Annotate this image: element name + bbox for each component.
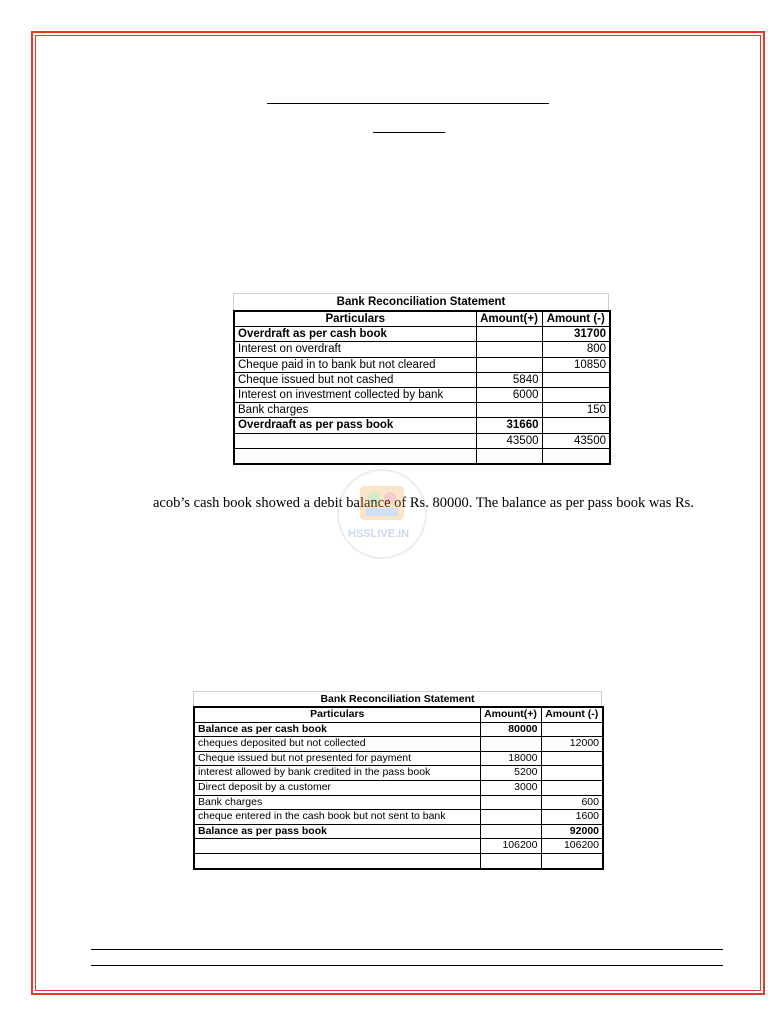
- table-row: [234, 433, 610, 448]
- amount-plus-cell: [480, 853, 541, 868]
- amount-plus-cell: [480, 795, 541, 810]
- table-row: [234, 403, 610, 418]
- table-row: [194, 737, 603, 752]
- amount-minus-cell: 92000: [541, 824, 603, 839]
- amount-plus-cell: [476, 448, 542, 464]
- table-row: [194, 751, 603, 766]
- particulars-cell: [234, 448, 476, 464]
- watermark-text: HSSLIVE.IN: [348, 528, 410, 540]
- header-amount-plus: Amount(+): [476, 311, 542, 327]
- table-row: [234, 448, 610, 464]
- particulars-cell: Bank charges: [194, 795, 480, 810]
- amount-plus-cell: [476, 357, 542, 372]
- particulars-cell: [194, 853, 480, 868]
- table-row: [234, 327, 610, 342]
- table-row: [194, 795, 603, 810]
- amount-plus-cell: 43500: [476, 433, 542, 448]
- amount-minus-cell: 106200: [541, 839, 603, 854]
- amount-minus-cell: [541, 780, 603, 795]
- amount-plus-cell: 106200: [480, 839, 541, 854]
- amount-minus-cell: 12000: [541, 737, 603, 752]
- particulars-cell: Balance as per cash book: [194, 722, 480, 737]
- table-row: [194, 853, 603, 868]
- particulars-cell: Cheque paid in to bank but not cleared: [234, 357, 476, 372]
- particulars-cell: Bank charges: [234, 403, 476, 418]
- table2-caption: Bank Reconciliation Statement: [193, 691, 602, 706]
- header-amount-minus: Amount (-): [541, 707, 603, 722]
- amount-minus-cell: [541, 766, 603, 781]
- particulars-cell: Balance as per pass book: [194, 824, 480, 839]
- amount-plus-cell: [480, 824, 541, 839]
- amount-minus-cell: 600: [541, 795, 603, 810]
- amount-plus-cell: 5200: [480, 766, 541, 781]
- table-row: [234, 342, 610, 357]
- particulars-cell: [194, 839, 480, 854]
- table-header-row: [234, 311, 610, 327]
- amount-plus-cell: [476, 342, 542, 357]
- amount-minus-cell: [542, 372, 610, 387]
- amount-plus-cell: 5840: [476, 372, 542, 387]
- header-particulars: Particulars: [194, 707, 480, 722]
- table-row: [194, 824, 603, 839]
- particulars-cell: interest allowed by bank credited in the pass book: [194, 766, 480, 781]
- particulars-cell: [234, 433, 476, 448]
- reconciliation-table-2: [193, 706, 604, 870]
- table-row: [194, 780, 603, 795]
- amount-minus-cell: [542, 418, 610, 433]
- particulars-cell: Interest on overdraft: [234, 342, 476, 357]
- amount-plus-cell: 18000: [480, 751, 541, 766]
- table-row: [194, 810, 603, 825]
- amount-minus-cell: [541, 751, 603, 766]
- particulars-cell: Interest on investment collected by bank: [234, 387, 476, 402]
- particulars-cell: Direct deposit by a customer: [194, 780, 480, 795]
- table-row: [194, 766, 603, 781]
- table-row: [234, 357, 610, 372]
- table-row: [234, 372, 610, 387]
- particulars-cell: Overdraft as per cash book: [234, 327, 476, 342]
- table-row: [234, 387, 610, 402]
- particulars-cell: cheques deposited but not collected: [194, 737, 480, 752]
- header-rule-long: [267, 103, 549, 104]
- table1-caption: Bank Reconciliation Statement: [233, 293, 609, 310]
- footer-rule-top: [91, 949, 723, 950]
- amount-minus-cell: 800: [542, 342, 610, 357]
- header-rule-short: [373, 132, 445, 133]
- question-sentence: acob’s cash book showed a debit balance of Rs. 80000. The balance as per pass book was Rs.: [153, 495, 694, 511]
- footer-rule-bottom: [91, 965, 723, 966]
- header-particulars: Particulars: [234, 311, 476, 327]
- table-row: [194, 722, 603, 737]
- amount-plus-cell: [476, 403, 542, 418]
- amount-plus-cell: 80000: [480, 722, 541, 737]
- amount-minus-cell: [542, 448, 610, 464]
- table-row: [194, 839, 603, 854]
- amount-plus-cell: 6000: [476, 387, 542, 402]
- particulars-cell: Overdraaft as per pass book: [234, 418, 476, 433]
- header-amount-plus: Amount(+): [480, 707, 541, 722]
- amount-plus-cell: [476, 327, 542, 342]
- amount-plus-cell: [480, 810, 541, 825]
- amount-plus-cell: [480, 737, 541, 752]
- hsslive-watermark-logo: [326, 468, 438, 564]
- table-row: [234, 418, 610, 433]
- amount-minus-cell: [541, 853, 603, 868]
- amount-minus-cell: 150: [542, 403, 610, 418]
- amount-minus-cell: 1600: [541, 810, 603, 825]
- particulars-cell: cheque entered in the cash book but not sent to bank: [194, 810, 480, 825]
- amount-minus-cell: 31700: [542, 327, 610, 342]
- amount-minus-cell: 10850: [542, 357, 610, 372]
- amount-plus-cell: 3000: [480, 780, 541, 795]
- amount-minus-cell: [541, 722, 603, 737]
- amount-minus-cell: [542, 387, 610, 402]
- amount-minus-cell: 43500: [542, 433, 610, 448]
- amount-plus-cell: 31660: [476, 418, 542, 433]
- watermark-emblem-icon: [326, 468, 438, 564]
- reconciliation-table-1: [233, 310, 611, 465]
- particulars-cell: Cheque issued but not presented for payment: [194, 751, 480, 766]
- table-header-row: [194, 707, 603, 722]
- header-amount-minus: Amount (-): [542, 311, 610, 327]
- particulars-cell: Cheque issued but not cashed: [234, 372, 476, 387]
